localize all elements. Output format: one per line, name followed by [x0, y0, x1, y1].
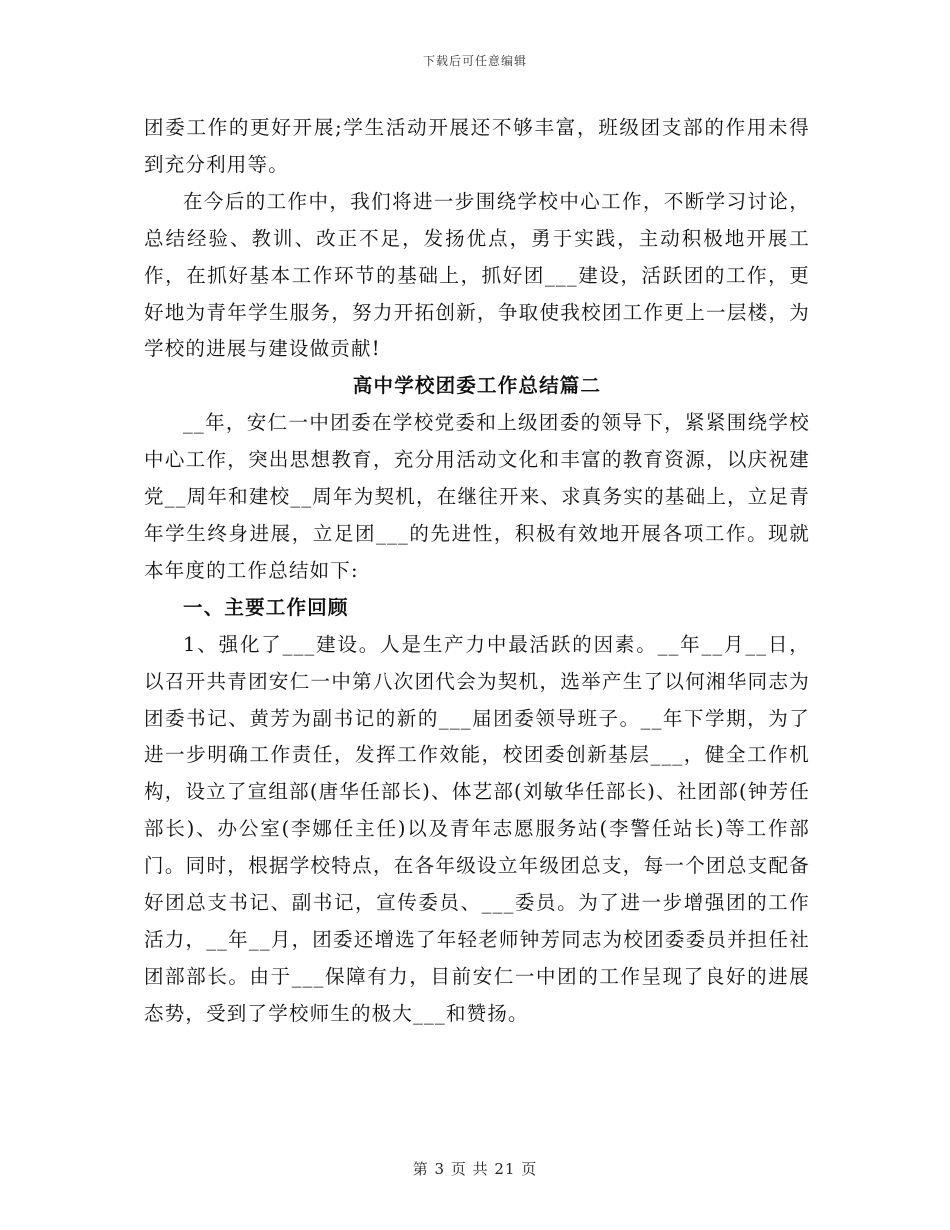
- page-footer: 第 3 页 共 21 页: [412, 1160, 538, 1178]
- document-body: [144, 110, 810, 1033]
- paragraph-item-1: 1、强化了___建设。人是生产力中最活跃的因素。__年__月__日，以召开共青团安仁一中第八次团代会为契机，选举产生了以何湘华同志为团委书记、黄芳为副书记的新的___届团委领导班子。__年下学期，为了进一步明确工作责任，发挥工作效能，校团委创新基层___，健全工作机构，设立了宣组部(唐华任部长)、体艺部(刘敏华任部长)、社团部(钟芳任部长)、办公室(李娜任主任)以及青年志愿服务站(李警任站长)等工作部门。同时，根据学校特点，在各年级设立年级团总支，每一个团总支配备好团总支书记、副书记，宣传委员、___委员。为了进一步增强团的工作活力，__年__月，团委还增选了年轻老师钟芳同志为校团委委员并担任社团部部长。由于___保障有力，目前安仁一中团的工作呈现了良好的进展态势，受到了学校师生的极大___和赞扬。: [144, 632, 810, 1025]
- paragraph-continued: 团委工作的更好开展;学生活动开展还不够丰富，班级团支部的作用未得到充分利用等。: [144, 116, 810, 176]
- subsection-heading: 一、主要工作回顾: [183, 595, 349, 619]
- paragraph-future-work: 在今后的工作中，我们将进一步围绕学校中心工作，不断学习讨论，总结经验、教训、改正不足，发扬优点，勇于实践，主动积极地开展工作，在抓好基本工作环节的基础上，抓好团___建设，活跃团的工作，更好地为青年学生服务，努力开拓创新，争取使我校团工作更上一层楼，为学校的进展与建设做贡献!: [144, 189, 810, 361]
- page-header: 下载后可任意编辑: [422, 54, 527, 68]
- paragraph-intro: __年，安仁一中团委在学校党委和上级团委的领导下，紧紧围绕学校中心工作，突出思想教育，充分用活动文化和丰富的教育资源，以庆祝建党__周年和建校__周年为契机，在继往开来、求真务实的基础上，立足青年学生终身进展，立足团___的先进性，积极有效地开展各项工作。现就本年度的工作总结如下:: [144, 411, 810, 582]
- section-title: 高中学校团委工作总结篇二: [352, 374, 602, 398]
